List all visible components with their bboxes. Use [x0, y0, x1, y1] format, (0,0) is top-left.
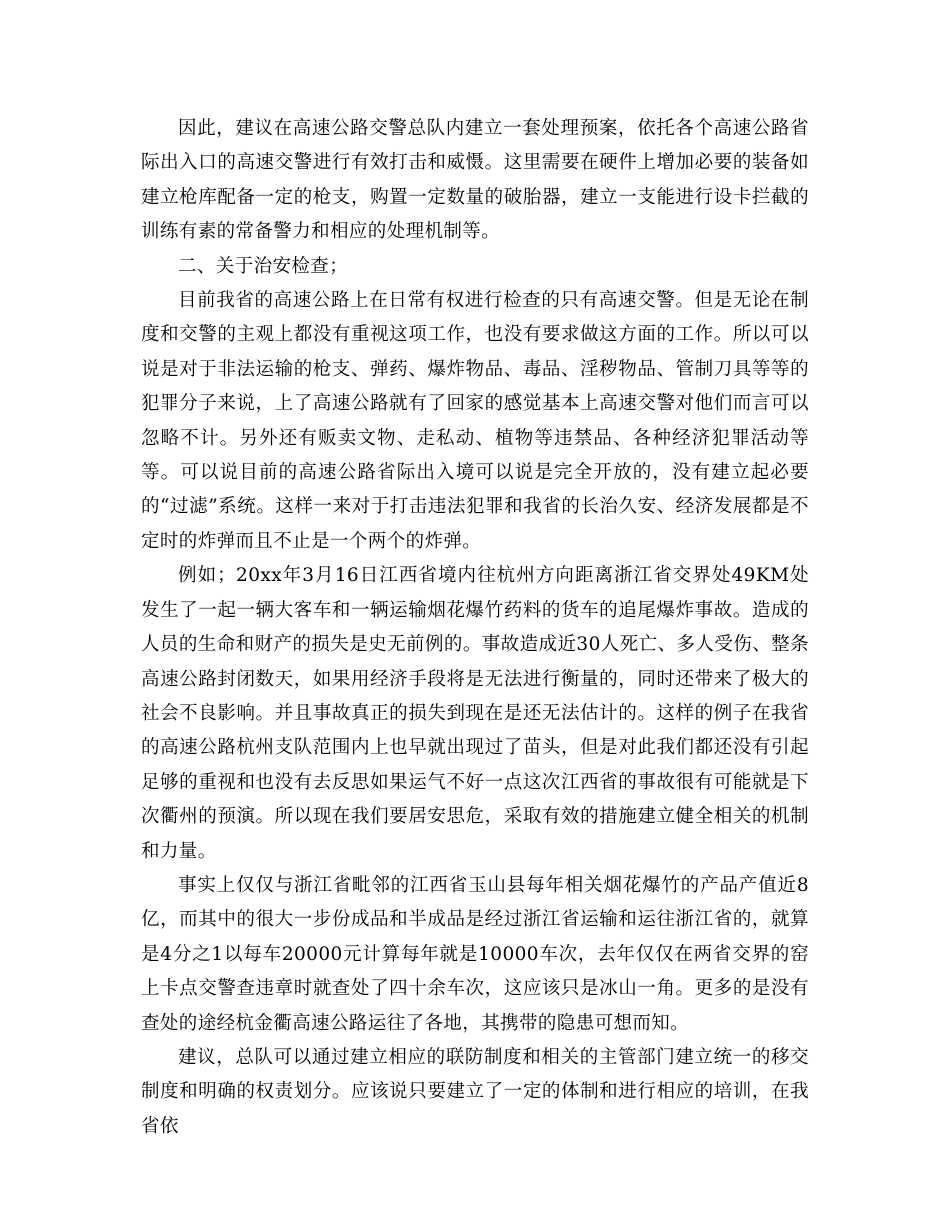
paragraph-recommendation: 因此，建议在高速公路交警总队内建立一套处理预案，依托各个高速公路省际出入口的高速交警进行有效打击和威慑。这里需要在硬件上增加必要的装备如建立枪库配备一定的枪支，购置一定数量的破胎器，建立一支能进行设卡拦截的训练有素的常备警力和相应的处理机制等。: [141, 118, 809, 243]
paragraph-suggestion: 建议，总队可以通过建立相应的联防制度和相关的主管部门建立统一的移交制度和明确的权责划分。应该说只要建立了一定的体制和进行相应的培训，在我省依: [141, 1046, 809, 1137]
document-body: [141, 112, 809, 1144]
paragraph-example-accident: 例如；20xx年3月16日江西省境内往杭州方向距离浙江省交界处49KM处发生了一起一辆大客车和一辆运输烟花爆竹药料的货车的追尾爆炸事故。造成的人员的生命和财产的损失是史无前例的。事故造成近30人死亡、多人受伤、整条高速公路封闭数天，如果用经济手段将是无法进行衡量的，同时还带来了极大的社会不良影响。并且事故真正的损失到现在是还无法估计的。这样的例子在我省的高速公路杭州支队范围内上也早就出现过了苗头，但是对此我们都还没有引起足够的重视和也没有去反思如果运气不好一点这次江西省的事故很有可能就是下次衢州的预演。所以现在我们要居安思危，采取有效的措施建立健全相关的机制和力量。: [141, 565, 809, 862]
section-heading-security-inspection: 二、关于治安检查；: [178, 255, 349, 277]
paragraph-fireworks-statistics: 事实上仅仅与浙江省毗邻的江西省玉山县每年相关烟花爆竹的产品产值近8亿，而其中的很大一步份成品和半成品是经过浙江省运输和运往浙江省的，就算是4分之1以每车20000元计算每年就是10000车次，去年仅仅在两省交界的窑上卡点交警查违章时就查处了四十余车次，这应该只是冰山一角。更多的是没有查处的途经杭金衢高速公路运往了各地，其携带的隐患可想而知。: [141, 874, 809, 1034]
paragraph-current-situation: 目前我省的高速公路上在日常有权进行检查的只有高速交警。但是无论在制度和交警的主观上都没有重视这项工作，也没有要求做这方面的工作。所以可以说是对于非法运输的枪支、弹药、爆炸物品、毒品、淫秽物品、管制刀具等等的犯罪分子来说，上了高速公路就有了回家的感觉基本上高速交警对他们而言可以忽略不计。另外还有贩卖文物、走私动、植物等违禁品、各种经济犯罪活动等等。可以说目前的高速公路省际出入境可以说是完全开放的，没有建立起必要的“过滤”系统。这样一来对于打击违法犯罪和我省的长治久安、经济发展都是不定时的炸弹而且不止是一个两个的炸弹。: [141, 290, 809, 552]
